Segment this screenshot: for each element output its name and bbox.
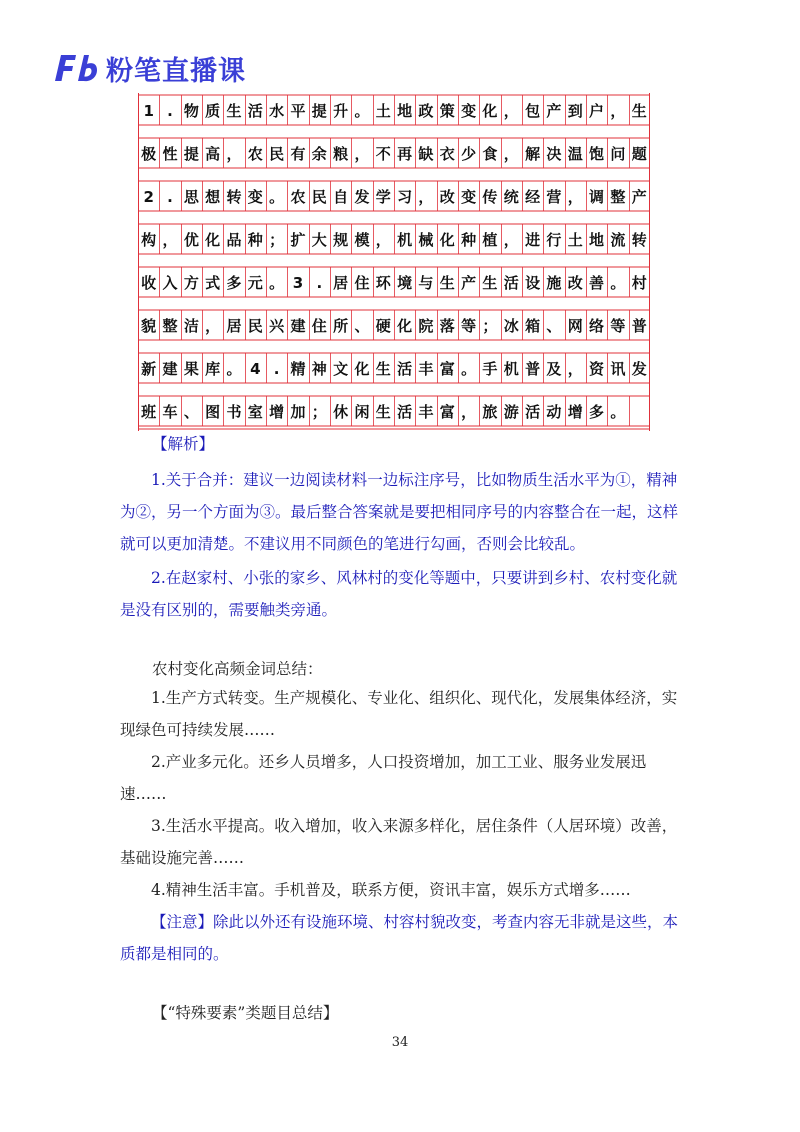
summary-item-text: 3.生活水平提高。收入增加，收入来源多样化，居住条件（人居环境）改善，基础设施完善……	[120, 817, 678, 867]
answer-char: 策	[439, 102, 455, 120]
answer-char: 2	[143, 188, 154, 206]
answer-char: 大	[311, 231, 327, 249]
answer-char: 学	[375, 188, 391, 206]
answer-char: 化	[397, 317, 413, 335]
answer-char: 提	[183, 145, 199, 163]
answer-char: 化	[354, 360, 370, 378]
answer-char: ，	[567, 188, 583, 206]
answer-char: 休	[333, 403, 349, 421]
brand-name: 粉笔直播课	[106, 55, 246, 87]
answer-char: 境	[397, 274, 413, 292]
answer-char: ；	[269, 231, 285, 249]
answer-char: 变	[247, 188, 263, 206]
answer-char: 环	[375, 274, 391, 292]
answer-char: 自	[333, 188, 349, 206]
answer-char: 化	[439, 231, 455, 249]
answer-char: 冰	[503, 317, 519, 335]
answer-char: 丰	[418, 360, 434, 378]
answer-char: 收	[141, 274, 157, 292]
answer-char: 建	[290, 317, 306, 335]
answer-char: 决	[546, 145, 562, 163]
answer-char: 硬	[375, 317, 391, 335]
answer-char: 箱	[525, 317, 541, 335]
answer-char: ，	[162, 231, 178, 249]
answer-char: 改	[567, 274, 583, 292]
answer-char: 新	[141, 360, 157, 378]
answer-sheet-grid	[138, 93, 650, 431]
answer-char: 流	[610, 231, 626, 249]
answer-char: 院	[418, 317, 434, 335]
answer-char: 题	[631, 145, 647, 163]
answer-char: 传	[482, 188, 498, 206]
answer-char: 室	[247, 403, 263, 421]
answer-char: 动	[546, 403, 562, 421]
answer-char: 整	[610, 188, 626, 206]
answer-char: 丰	[418, 403, 434, 421]
answer-char: 思	[183, 188, 199, 206]
answer-char: 生	[375, 360, 391, 378]
answer-char: 统	[503, 188, 519, 206]
answer-char: 土	[567, 231, 583, 249]
answer-char: 活	[247, 102, 263, 120]
answer-char: 水	[269, 102, 285, 120]
answer-char: 衣	[439, 145, 455, 163]
answer-char: 活	[397, 360, 413, 378]
answer-char: 多	[226, 274, 242, 292]
summary-item-text: 4.精神生活丰富。手机普及，联系方便，资讯丰富，娱乐方式增多……	[151, 881, 631, 899]
answer-char: 不	[375, 145, 391, 163]
answer-char: 善	[589, 274, 605, 292]
answer-char: 民	[247, 317, 263, 335]
answer-char: 富	[439, 360, 455, 378]
answer-char: 有	[290, 145, 306, 163]
answer-char: 平	[290, 102, 306, 120]
answer-char: 模	[354, 231, 370, 249]
answer-char: 植	[482, 231, 498, 249]
answer-char: 生	[631, 102, 647, 120]
answer-char: 粮	[333, 145, 349, 163]
answer-char: 普	[631, 317, 647, 335]
answer-row	[138, 311, 650, 339]
answer-char: 整	[162, 317, 178, 335]
analysis-label: 【解析】	[152, 435, 215, 453]
answer-char: 行	[546, 231, 562, 249]
answer-char: 等	[461, 317, 477, 335]
answer-char: 想	[205, 188, 221, 206]
answer-char: 再	[397, 145, 413, 163]
answer-char: 质	[205, 102, 221, 120]
answer-char: .	[316, 274, 323, 292]
answer-char: 包	[525, 102, 541, 120]
answer-char: 少	[461, 145, 477, 163]
answer-char: 转	[226, 188, 242, 206]
answer-char: 转	[631, 231, 647, 249]
answer-char: 改	[439, 188, 455, 206]
summary-title: 农村变化高频金词总结：	[152, 660, 323, 678]
answer-char: 品	[226, 231, 242, 249]
answer-char: 。	[226, 360, 242, 378]
answer-char: 产	[546, 102, 562, 120]
answer-char: 地	[589, 231, 605, 249]
answer-char: 1	[143, 102, 154, 120]
answer-char: 库	[205, 360, 221, 378]
answer-char: 优	[183, 231, 199, 249]
answer-char: 貌	[141, 317, 157, 335]
answer-char: 书	[226, 403, 242, 421]
answer-char: ；	[482, 317, 498, 335]
answer-char: ，	[205, 317, 221, 335]
answer-char: 兴	[269, 317, 285, 335]
answer-char: 变	[461, 102, 477, 120]
summary-item-1	[120, 682, 692, 746]
answer-char: 。	[354, 102, 370, 120]
analysis-text-2: 2.在赵家村、小张的家乡、风林村的变化等题中，只要讲到乡村、农村变化就是没有区别的，需要触类旁通。	[120, 569, 678, 619]
answer-char: 发	[354, 188, 370, 206]
answer-char: 。	[461, 360, 477, 378]
answer-char: ；	[311, 403, 327, 421]
answer-char: ，	[418, 188, 434, 206]
answer-char: 种	[247, 231, 263, 249]
answer-char: 及	[546, 360, 562, 378]
answer-char: 种	[461, 231, 477, 249]
answer-char: 图	[205, 403, 221, 421]
answer-char: 方	[183, 274, 199, 292]
answer-char: 普	[525, 360, 541, 378]
answer-char: 、	[546, 317, 562, 335]
answer-char: 网	[567, 317, 583, 335]
answer-row	[138, 96, 650, 124]
answer-char: 化	[205, 231, 221, 249]
answer-row	[138, 139, 650, 167]
answer-char: 住	[354, 274, 370, 292]
answer-char: 施	[546, 274, 562, 292]
answer-char: 资	[589, 360, 605, 378]
answer-char: 解	[525, 145, 541, 163]
answer-char: 落	[439, 317, 455, 335]
answer-char: 。	[269, 188, 285, 206]
answer-char: ，	[503, 102, 519, 120]
summary-item-text: 2.产业多元化。还乡人员增多，人口投资增加，加工工业、服务业发展迅速……	[120, 753, 647, 803]
answer-char: 规	[333, 231, 349, 249]
summary-note	[120, 906, 692, 970]
answer-char: 神	[311, 360, 327, 378]
analysis-paragraph-2	[120, 562, 692, 626]
answer-char: 手	[482, 360, 498, 378]
answer-char: 建	[162, 360, 178, 378]
answer-char: 加	[290, 403, 306, 421]
answer-char: 闲	[354, 403, 370, 421]
summary-note-text: 【注意】除此以外还有设施环境、村容村貌改变，考查内容无非就是这些，本质都是相同的。	[120, 913, 679, 963]
summary-item-text: 1.生产方式转变。生产规模化、专业化、组织化、现代化，发展集体经济，实现绿色可持续发展……	[120, 689, 678, 739]
answer-char: 富	[439, 403, 455, 421]
answer-char: 民	[269, 145, 285, 163]
answer-char: 食	[482, 145, 498, 163]
answer-char: 进	[525, 231, 541, 249]
summary-item-4	[120, 874, 692, 906]
answer-char: 民	[311, 188, 327, 206]
brand-logo	[52, 50, 246, 86]
answer-char: 村	[631, 274, 647, 292]
answer-char: 车	[162, 403, 178, 421]
summary-item-3	[120, 810, 692, 874]
answer-char: 多	[589, 403, 605, 421]
answer-row	[138, 397, 650, 425]
summary-item-2	[120, 746, 692, 810]
answer-char: 农	[290, 188, 306, 206]
answer-char: 发	[631, 360, 647, 378]
answer-char: 4	[250, 360, 261, 378]
answer-char: 、	[354, 317, 370, 335]
answer-char: 扩	[290, 231, 306, 249]
answer-char: 构	[141, 231, 157, 249]
answer-char: 增	[567, 403, 583, 421]
answer-row	[138, 225, 650, 253]
answer-char: 习	[397, 188, 413, 206]
answer-char: 生	[226, 102, 242, 120]
answer-char: 班	[141, 403, 157, 421]
answer-char: 洁	[183, 317, 199, 335]
answer-char: 温	[567, 145, 583, 163]
special-elements-heading: 【“特殊要素”类题目总结】	[152, 1004, 339, 1022]
answer-char: 性	[162, 145, 178, 163]
answer-char: 络	[589, 317, 605, 335]
answer-char: ，	[375, 231, 391, 249]
answer-char: 物	[183, 102, 199, 120]
answer-char: 、	[183, 403, 199, 421]
answer-char: 升	[333, 102, 349, 120]
answer-char: 旅	[482, 403, 498, 421]
answer-char: 活	[525, 403, 541, 421]
answer-char: 机	[503, 360, 519, 378]
answer-char: 户	[589, 102, 605, 120]
fb-logo-icon	[52, 51, 100, 85]
answer-char: 元	[247, 274, 263, 292]
answer-char: .	[167, 102, 173, 120]
answer-row	[138, 182, 650, 210]
answer-char: ，	[503, 231, 519, 249]
answer-row	[138, 354, 650, 382]
answer-char: 入	[162, 274, 178, 292]
answer-char: 缺	[418, 145, 434, 163]
answer-char: 地	[397, 102, 413, 120]
answer-char: 余	[311, 145, 327, 163]
answer-char: ，	[461, 403, 477, 421]
answer-char: ，	[226, 145, 242, 163]
answer-char: 提	[311, 102, 327, 120]
answer-char: ，	[354, 145, 370, 163]
answer-char: 政	[418, 102, 434, 120]
answer-char: 居	[226, 317, 242, 335]
answer-char: .	[167, 188, 173, 206]
answer-char: 居	[333, 274, 349, 292]
answer-char: 问	[610, 145, 626, 163]
answer-char: 等	[610, 317, 626, 335]
answer-char: 文	[333, 360, 349, 378]
answer-char: 生	[375, 403, 391, 421]
answer-char: 式	[205, 274, 221, 292]
analysis-text-1: 1.关于合并：建议一边阅读材料一边标注序号，比如物质生活水平为①，精神为②，另一个方面为③。最后整合答案就是要把相同序号的内容整合在一起，这样就可以更加清楚。不建议用不同颜色的笔进行勾画，否则会比较乱。	[120, 471, 679, 553]
answer-char: 械	[418, 231, 434, 249]
answer-char: 活	[397, 403, 413, 421]
answer-char: 高	[205, 145, 221, 163]
answer-char: ，	[503, 145, 519, 163]
answer-char: 。	[610, 274, 626, 292]
answer-char: 增	[269, 403, 285, 421]
answer-char: 产	[461, 274, 477, 292]
answer-char: 土	[375, 102, 391, 120]
answer-char: 机	[397, 231, 413, 249]
answer-char: 极	[141, 145, 157, 163]
answer-char: 果	[183, 360, 199, 378]
answer-char: 变	[461, 188, 477, 206]
answer-char: 设	[525, 274, 541, 292]
answer-char: 饱	[589, 145, 605, 163]
answer-char: 营	[546, 188, 562, 206]
answer-char: .	[273, 360, 280, 378]
answer-row	[138, 268, 650, 296]
answer-char: 。	[610, 403, 626, 421]
answer-char: 调	[589, 188, 605, 206]
answer-char: 精	[290, 360, 306, 378]
answer-char: 住	[311, 317, 327, 335]
answer-char: 与	[418, 274, 434, 292]
answer-char: 生	[482, 274, 498, 292]
page-number: 34	[391, 1035, 409, 1050]
answer-char: ，	[610, 102, 626, 120]
analysis-paragraph-1	[120, 464, 692, 560]
answer-char: 生	[439, 274, 455, 292]
answer-char: 化	[482, 102, 498, 120]
answer-char: 3	[292, 274, 304, 292]
answer-char: 所	[333, 317, 349, 335]
answer-char: ，	[567, 360, 583, 378]
answer-char: 游	[503, 403, 519, 421]
answer-char: 经	[525, 188, 541, 206]
answer-char: 。	[269, 274, 285, 292]
answer-char: 到	[567, 102, 583, 120]
answer-char: 活	[503, 274, 519, 292]
answer-char: 农	[247, 145, 263, 163]
answer-char: 产	[631, 188, 647, 206]
answer-char: 讯	[610, 360, 626, 378]
